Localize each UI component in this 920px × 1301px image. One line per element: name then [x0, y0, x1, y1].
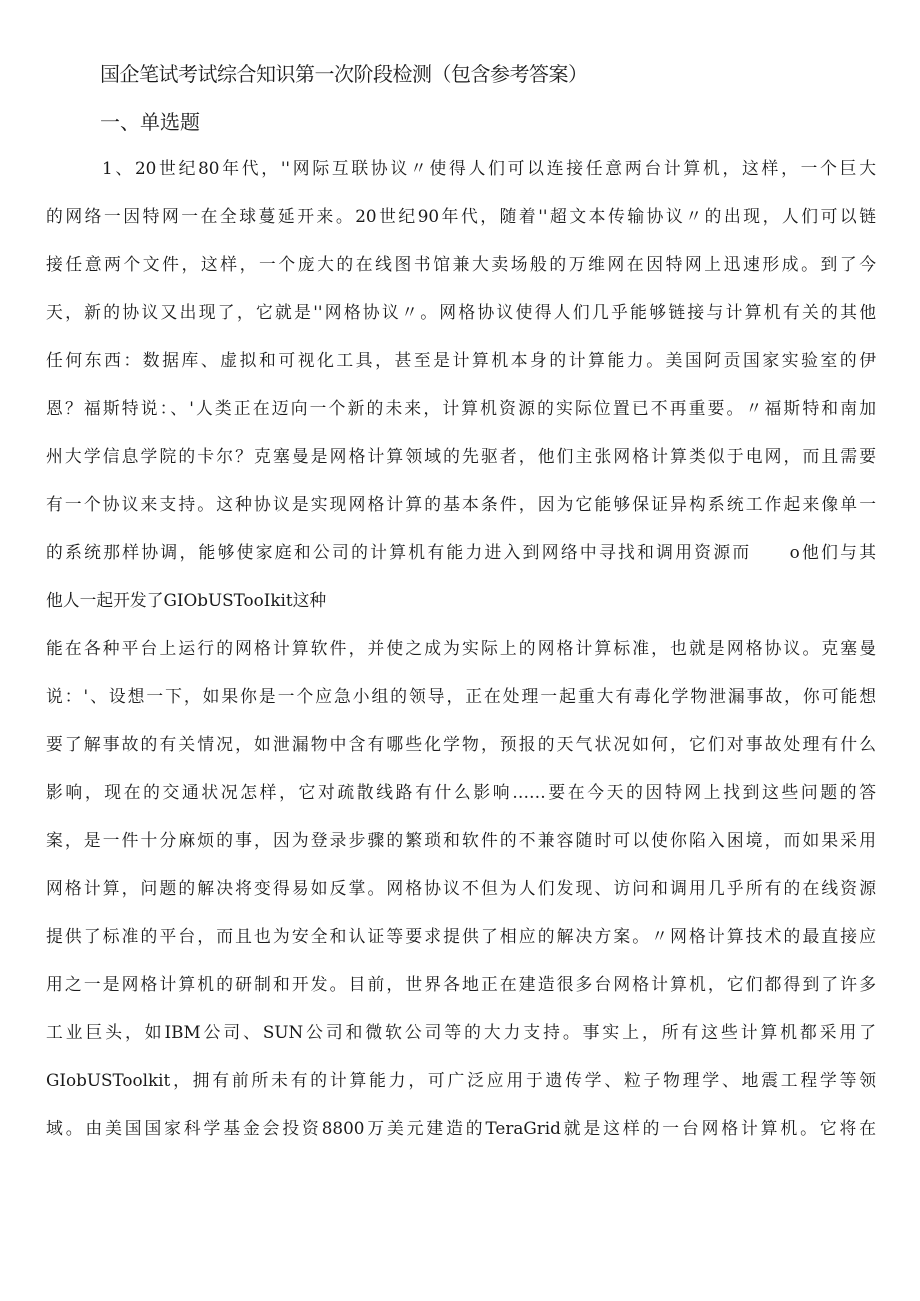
text-line: GIobUSToolkit，拥有前所未有的计算能力，可广泛应用于遗传学、粒子物理学、地震工程学等领: [46, 1070, 876, 1090]
text-line: 工业巨头，如IBM公司、SUN公司和微软公司等的大力支持。事实上，所有这些计算机都采用了: [46, 1022, 876, 1042]
text-line: 要了解事故的有关情况，如泄漏物中含有哪些化学物，预报的天气状况如何，它们对事故处理有什么: [46, 734, 876, 754]
text-line: 能在各种平台上运行的网格计算软件，并使之成为实际上的网格计算标准，也就是网格协议。克塞曼: [46, 638, 876, 658]
document-title: 国企笔试考试综合知识第一次阶段检测（包含参考答案）: [100, 62, 588, 86]
text-line: 任何东西：数据库、虚拟和可视化工具，甚至是计算机本身的计算能力。美国阿贡国家实验室的伊: [46, 350, 876, 370]
text-line: 的系统那样协调，能够使家庭和公司的计算机有能力进入到网络中寻找和调用资源而 o他们与其: [46, 542, 876, 562]
text-line: 说：'、设想一下，如果你是一个应急小组的领导，正在处理一起重大有毒化学物泄漏事故，你可能想: [46, 686, 876, 706]
text-line: 接任意两个文件，这样，一个庞大的在线图书馆兼大卖场般的万维网在因特网上迅速形成。到了今: [46, 254, 876, 274]
text-line: 恩？福斯特说：、'人类正在迈向一个新的未来，计算机资源的实际位置已不再重要。〃福斯特和南加: [46, 398, 876, 418]
text-line: 影响，现在的交通状况怎样，它对疏散线路有什么影响……要在今天的因特网上找到这些问题的答: [46, 782, 876, 802]
text-line: 提供了标准的平台，而且也为安全和认证等要求提供了相应的解决方案。〃网格计算技术的最直接应: [46, 926, 876, 946]
text-line: 天，新的协议又出现了，它就是''网格协议〃。网格协议使得人们几乎能够链接与计算机有关的其他: [46, 302, 876, 322]
text-line: 用之一是网格计算机的研制和开发。目前，世界各地正在建造很多台网格计算机，它们都得到了许多: [46, 974, 876, 994]
text-line: 有一个协议来支持。这种协议是实现网格计算的基本条件，因为它能够保证异构系统工作起来像单一: [46, 494, 876, 514]
text-line: 1、20世纪80年代，''网际互联协议〃使得人们可以连接任意两台计算机，这样，一个巨大: [102, 158, 876, 178]
section-heading: 一、单选题: [100, 110, 200, 134]
text-line: 的网络一因特网一在全球蔓延开来。20世纪90年代，随着''超文本传输协议〃的出现，人们可以链: [46, 206, 876, 226]
text-line: 网格计算，问题的解决将变得易如反掌。网格协议不但为人们发现、访问和调用几乎所有的在线资源: [46, 878, 876, 898]
text-line: 域。由美国国家科学基金会投资8800万美元建造的TeraGrid就是这样的一台网格计算机。它将在: [46, 1118, 876, 1138]
text-line: 案，是一件十分麻烦的事，因为登录步骤的繁琐和软件的不兼容随时可以使你陷入困境，而如果采用: [46, 830, 876, 850]
text-line: 他人一起开发了GIObUSTooIkit这种: [46, 590, 327, 610]
text-line: 州大学信息学院的卡尔？克塞曼是网格计算领域的先驱者，他们主张网格计算类似于电网，而且需要: [46, 446, 876, 466]
